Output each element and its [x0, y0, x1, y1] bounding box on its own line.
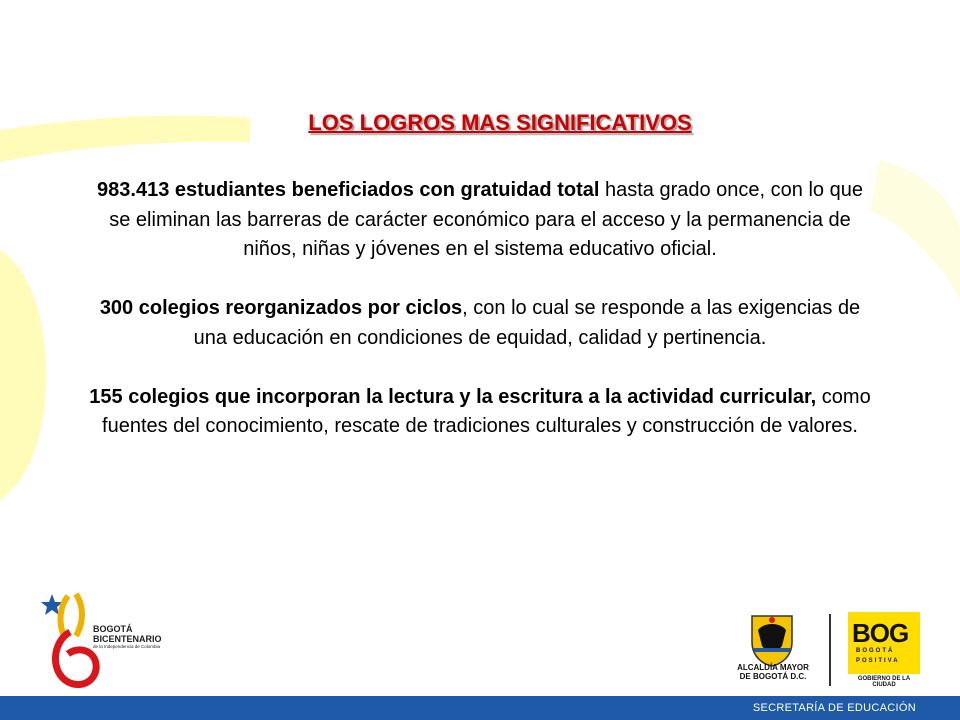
logo-divider [829, 614, 831, 686]
achievement-paragraph-3 [88, 383, 872, 442]
footer-label: SECRETARÍA DE EDUCACIÓN [752, 702, 916, 714]
achievement-2-text: , con lo cual se responde a las exigencias de una educación en condiciones de equidad, calidad y pertinencia. [193, 297, 861, 349]
achievement-paragraph-1 [88, 176, 872, 265]
bicentenario-text [93, 624, 162, 650]
achievement-1-text: hasta grado once, con lo que se eliminan las barreras de carácter económico para el acceso y la permanencia de niños, niñas y jóvenes en el sistema educativo oficial. [109, 179, 863, 260]
bog-logo-sub-1: BOGOTÁ [856, 648, 895, 654]
achievements-content [88, 176, 872, 471]
bicentenario-line-3: de la Independencia de Colombia [93, 644, 161, 649]
bicentenario-line-2: BICENTENARIO [93, 634, 162, 644]
alcaldia-coat-of-arms-icon [748, 612, 796, 668]
alcaldia-line-1: ALCALDÍA MAYOR [737, 663, 809, 672]
alcaldia-text [732, 663, 814, 681]
achievement-2-highlight: 300 colegios reorganizados por ciclos [99, 297, 463, 319]
bog-logo-sub-2: POSITIVA [856, 658, 900, 664]
achievement-3-highlight: 155 colegios que incorporan la lectura y la escritura a la actividad curricular, [89, 385, 817, 408]
bog-logo-caption: GOBIERNO DE LA CIUDAD [857, 676, 911, 688]
bog-logo-word: BOG [852, 618, 909, 648]
achievement-paragraph-2 [88, 294, 872, 353]
achievement-3-text: como fuentes del conocimiento, rescate de tradiciones culturales y construcción de valores. [102, 385, 871, 437]
bicentenario-line-1: BOGOTÁ [93, 624, 133, 634]
achievement-1-highlight: 983.413 estudiantes beneficiados con gratuidad total [97, 179, 600, 201]
page-title: LOS LOGROS MAS SIGNIFICATIVOS [308, 110, 692, 135]
alcaldia-line-2: DE BOGOTÁ D.C. [739, 672, 807, 681]
